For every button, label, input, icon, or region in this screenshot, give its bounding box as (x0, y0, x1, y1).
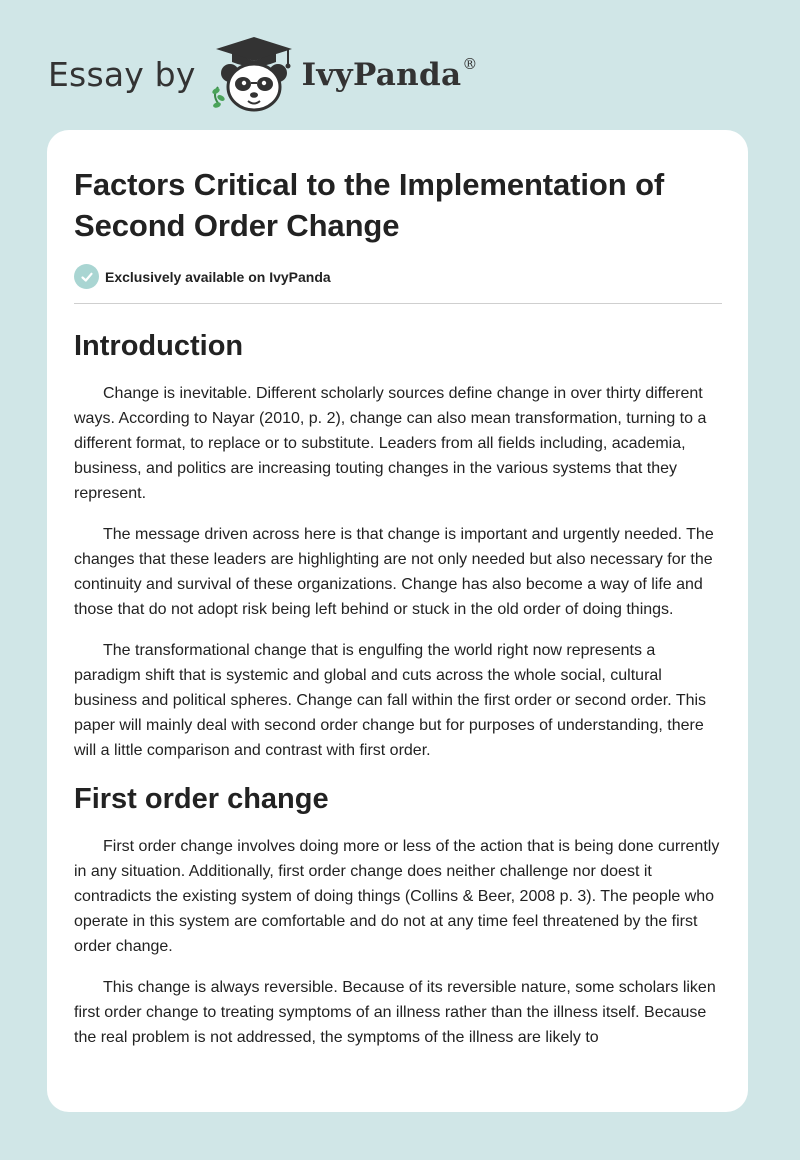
paragraph: The transformational change that is engulfing the world right now represents a paradigm shift that is systemic and global and cuts across the whole social, cultural business and political spheres. Change can fall within the first order or second order. This paper will mainly deal with second order change but for purposes of understanding, there will a little comparison and contrast with first order. (74, 642, 707, 759)
page-title: Factors Critical to the Implementation of Second Order Change (74, 167, 665, 243)
divider (74, 303, 722, 304)
ivypanda-logo-icon[interactable] (208, 35, 300, 113)
section-heading-first-order-change: First order change (74, 783, 329, 815)
paragraph: This change is always reversible. Because of its reversible nature, some scholars liken first order change to treating symptoms of an illness rather than the illness itself. Because the real problem is not addressed, the symptoms of the illness are likely to (74, 979, 716, 1046)
site-header (48, 34, 478, 114)
paragraph: The message driven across here is that change is important and urgently needed. The changes that these leaders are highlighting are not only needed but also necessary for the continuity and survival of these organizations. Change has also become a way of life and those that do not adopt risk being left behind or stuck in the old order of doing things. (74, 526, 714, 618)
check-icon (74, 264, 99, 289)
exclusive-badge (74, 264, 722, 289)
essay-by-label: Essay by (48, 54, 196, 94)
exclusive-label: Exclusively available on IvyPanda (105, 268, 331, 285)
paragraph: Change is inevitable. Different scholarly sources define change in over thirty different ways. According to Nayar (2010, p. 2), change can also mean transformation, turning to a different format, to replace or to substitute. Leaders from all fields including, academia, business, and politics are increasing touting changes in the various systems that they represent. (74, 385, 707, 502)
section-heading-introduction: Introduction (74, 330, 244, 362)
brand-text: IvyPanda (301, 57, 462, 93)
registered-mark: ® (462, 55, 478, 73)
essay-card (47, 130, 748, 1112)
paragraph: First order change involves doing more or less of the action that is being done currently in any situation. Additionally, first order change does neither challenge nor doest it contradicts the existing system of doing things (Collins & Beer, 2008 p. 3). The people who operate in this system are comfortable and do not at any time feel threatened by the first order change. (74, 838, 720, 955)
brand-name[interactable] (302, 55, 478, 93)
